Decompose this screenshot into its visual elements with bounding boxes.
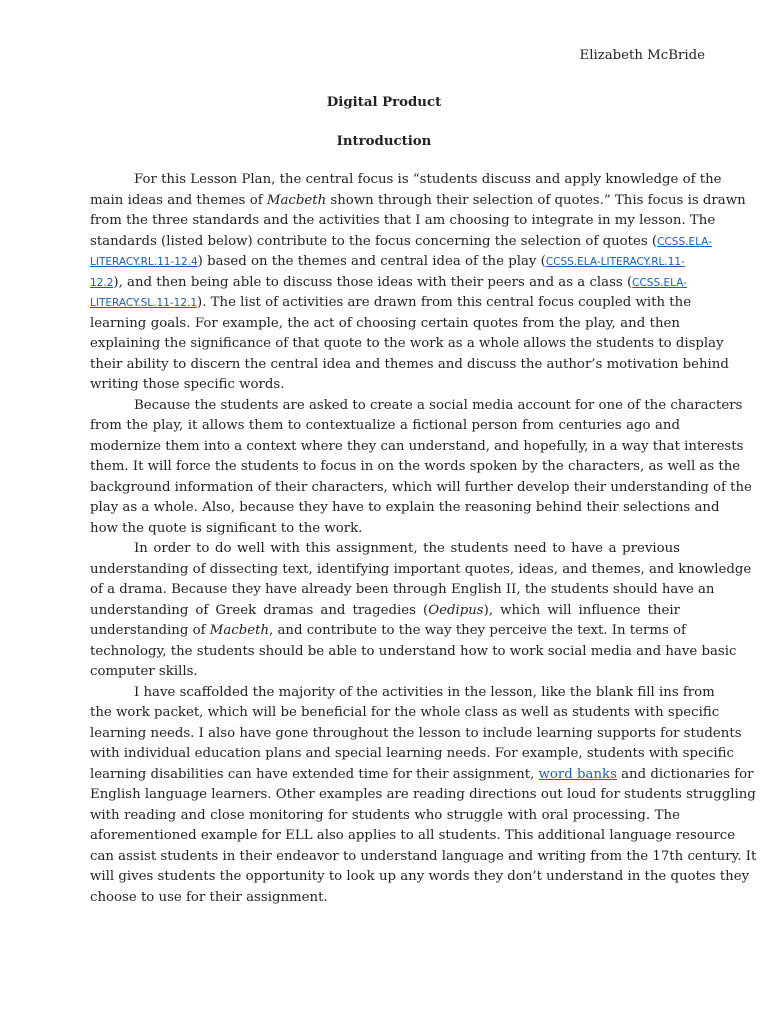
text-segment: , and contribute to the way they perceive the text. In terms of [269, 623, 686, 638]
text-line [90, 765, 754, 786]
hyperlink[interactable]: 12.2 [90, 276, 114, 289]
text-segment: with reading and close monitoring for students who struggle with oral processing. The [90, 807, 680, 823]
text-line [90, 437, 744, 458]
text-line [90, 662, 680, 683]
italic-text: Oedipus [428, 602, 484, 618]
text-segment: background information of their characters, which will further develop their understanding of the [90, 479, 752, 495]
text-line [90, 457, 741, 478]
section-heading: Introduction [336, 134, 432, 149]
text-line [90, 642, 737, 663]
hyperlink[interactable]: word banks [538, 766, 617, 782]
text-segment: from the three standards and the activities that I am choosing to integrate in my lesson. The [90, 213, 716, 228]
body-text [90, 170, 757, 908]
text-segment: from the play, it allows them to contextualize a fictional person from centuries ago and [90, 418, 680, 433]
text-line [90, 396, 743, 417]
text-segment: will gives students the opportunity to look up any words they don’t understand in the quotes they [90, 869, 750, 884]
text-line [90, 744, 734, 765]
text-segment: can assist students in their endeavor to understand language and writing from the 17th century. It [90, 848, 757, 864]
text-segment: understanding of Greek dramas and tragedies ( [90, 602, 429, 618]
text-line [90, 888, 680, 909]
text-line [90, 867, 750, 888]
text-segment: explaining the significance of that quote to the work as a whole allows the students to display [90, 336, 724, 351]
hyperlink[interactable]: LITERACY.RL.11-12.4 [90, 256, 198, 268]
text-segment: computer skills. [90, 664, 198, 679]
text-segment: with individual education plans and special learning needs. For example, students with specific [90, 746, 734, 761]
text-segment: learning goals. For example, the act of choosing certain quotes from the play, and then [90, 315, 680, 331]
text-segment: technology, the students should be able to understand how to work social media and have basic [90, 643, 737, 659]
text-segment: and dictionaries for [616, 766, 754, 782]
text-line [90, 580, 715, 601]
text-segment: the work packet, which will be beneficial for the whole class as well as students with specific [90, 705, 720, 720]
text-segment: learning disabilities can have extended time for their assignment, [90, 766, 539, 782]
text-segment: In order to do well with this assignment, the students need to have a previous [134, 541, 680, 556]
text-line [90, 683, 715, 704]
text-line [90, 560, 752, 581]
text-line [90, 375, 680, 396]
text-line [90, 170, 722, 191]
text-segment: Because the students are asked to create a social media account for one of the characters [134, 397, 743, 413]
text-line [90, 355, 729, 376]
text-segment: English language learners. Other examples are reading directions out loud for students struggling [90, 787, 756, 802]
text-segment: their ability to discern the central idea and themes and discuss the author’s motivation behind [90, 356, 729, 372]
hyperlink[interactable]: CCSS.ELA-LITERACY.RL.11- [545, 256, 685, 268]
text-segment: them. It will force the students to focus in on the words spoken by the characters, as well as the [90, 459, 741, 474]
text-segment: For this Lesson Plan, the central focus is “students discuss and apply knowledge of the [134, 172, 722, 187]
text-segment: play as a whole. Also, because they have to explain the reasoning behind their selections and [90, 500, 720, 515]
text-line [90, 273, 687, 294]
text-segment: shown through their selection of quotes.” This focus is drawn [326, 192, 746, 208]
text-line [90, 847, 757, 868]
text-segment: how the quote is significant to the work. [90, 520, 363, 536]
text-segment: main ideas and themes of [90, 192, 267, 208]
text-segment: ). The list of activities are drawn from this central focus coupled with the [197, 295, 692, 310]
text-line [90, 826, 736, 847]
italic-text: Macbeth [266, 192, 327, 208]
text-segment: aforementioned example for ELL also applies to all students. This additional language resource [90, 828, 736, 843]
text-line [90, 498, 720, 519]
text-line [90, 806, 680, 827]
text-segment: I have scaffolded the majority of the activities in the lesson, like the blank fill ins from [134, 684, 715, 700]
text-line [90, 601, 680, 622]
author-name: Elizabeth McBride [579, 48, 705, 63]
text-segment: understanding of dissecting text, identifying important quotes, ideas, and themes, and knowledge [90, 561, 752, 577]
text-line [90, 211, 716, 232]
text-segment: writing those specific words. [90, 377, 285, 392]
text-line [90, 232, 712, 253]
text-line [90, 785, 756, 806]
text-segment: of a drama. Because they have already been through English II, the students should have an [90, 582, 715, 597]
hyperlink[interactable]: LITERACY.SL.11-12.1 [90, 297, 198, 309]
text-segment: understanding of [90, 623, 210, 638]
text-line [90, 314, 680, 335]
text-segment: ) based on the themes and central idea of the play ( [197, 254, 546, 269]
text-segment: modernize them into a context where they can understand, and hopefully, in a way that interests [90, 438, 744, 454]
text-line [90, 703, 720, 724]
document-title: Digital Product [326, 95, 442, 110]
text-segment: choose to use for their assignment. [90, 889, 328, 905]
text-line [90, 724, 742, 745]
italic-text: Macbeth [209, 623, 270, 638]
text-segment: learning needs. I also have gone throughout the lesson to include learning supports for students [90, 725, 742, 741]
text-line [90, 416, 680, 437]
text-line [90, 478, 752, 499]
text-line [90, 621, 686, 642]
hyperlink[interactable]: CCSS.ELA- [657, 235, 712, 248]
text-line [90, 252, 685, 273]
text-line [90, 539, 680, 560]
text-segment: ), which will influence their [483, 602, 680, 618]
text-segment: standards (listed below) contribute to the focus concerning the selection of quotes ( [90, 233, 658, 249]
text-line [90, 334, 724, 355]
text-line [90, 191, 746, 212]
text-line [90, 519, 680, 540]
text-line [90, 293, 692, 314]
hyperlink[interactable]: CCSS.ELA- [632, 276, 687, 289]
text-segment: ), and then being able to discuss those ideas with their peers and as a class ( [113, 274, 633, 290]
